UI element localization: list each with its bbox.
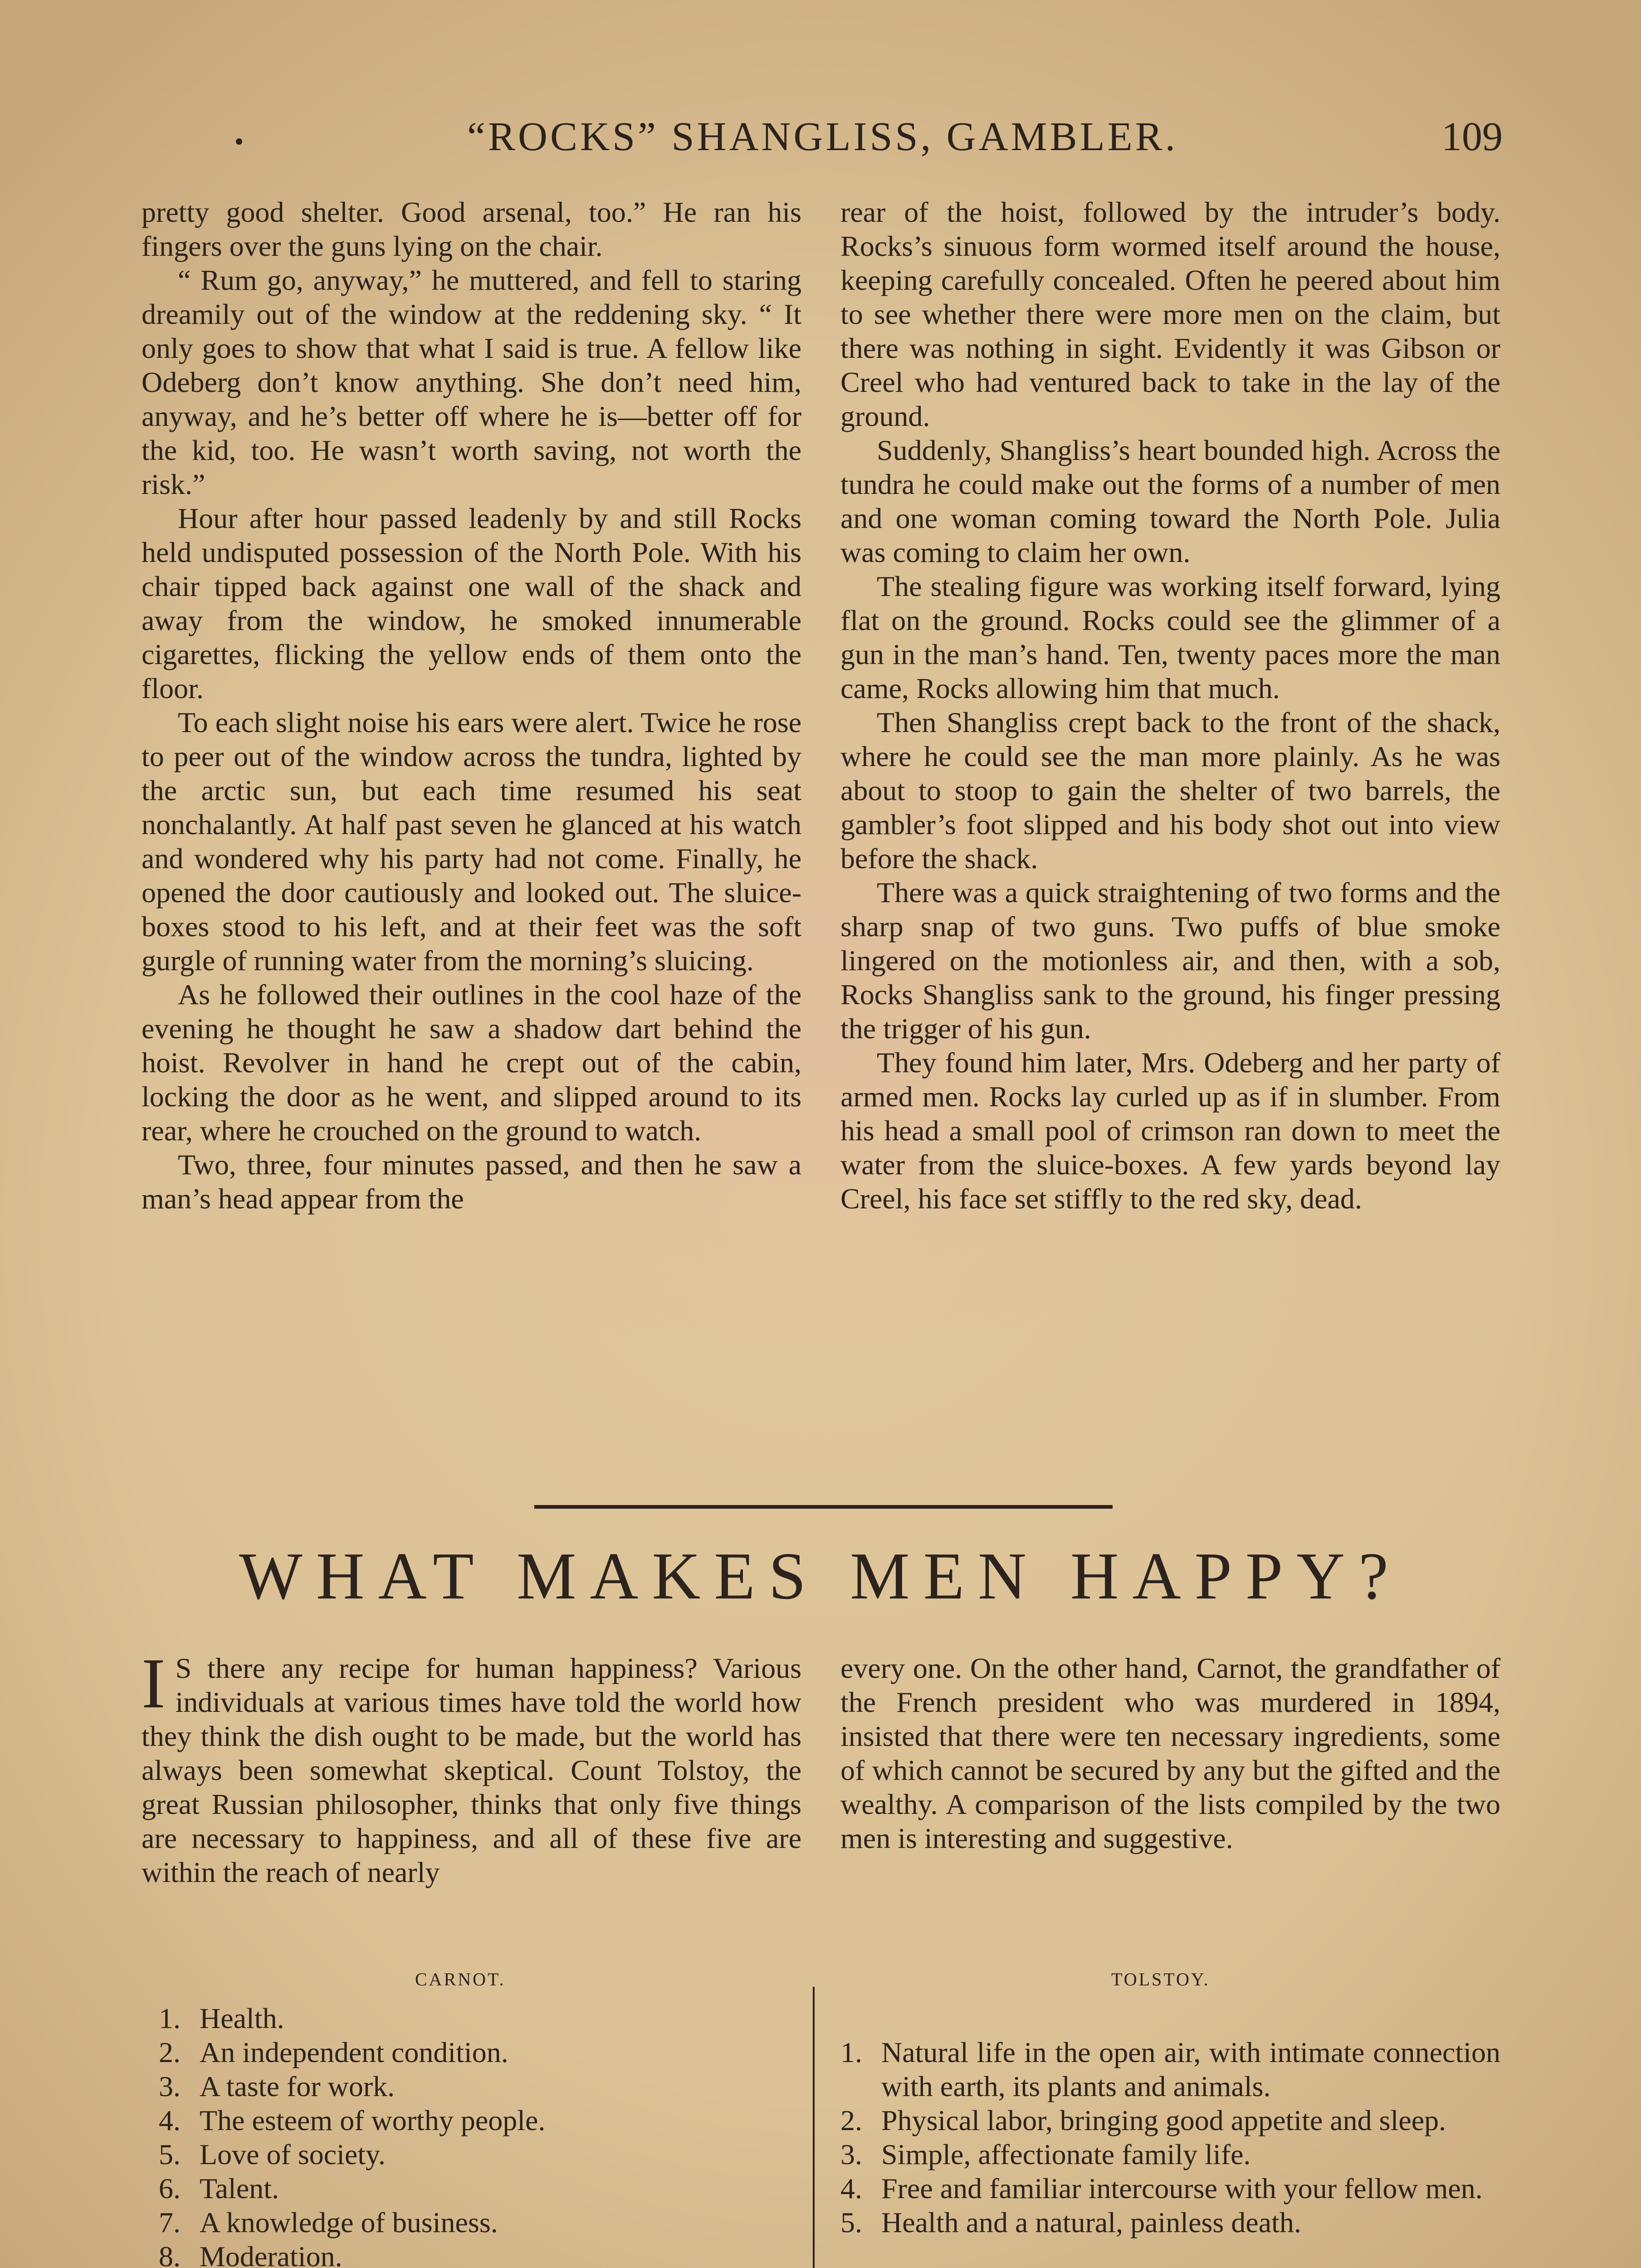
list-number: 4. [159,2104,181,2136]
carnot-list-item [159,2069,807,2103]
list-text: An independent condition. [200,2036,508,2068]
carnot-list [159,2001,807,2268]
header-dot [236,138,242,145]
carnot-list-item [159,2205,807,2239]
story-paragraph: “ Rum go, anyway,” he muttered, and fell to staring dreamily out of the window at the reddening sky. “ It only goes to show that what I said is true. A fellow like Odeberg don’t know anything. She don’t need him, anyway, and he’s better off where he is—better off for the kid, too. He wasn’t worth saving, not worth the risk.” [142,264,801,500]
list-number: 1. [840,2036,862,2068]
carnot-list-item [159,2103,807,2137]
tolstoy-list-item [840,2137,1500,2171]
story-paragraph: Then Shangliss crept back to the front of the shack, where he could see the man more plainly. As he was about to stoop to gain the shelter of two barrels, the gambler’s foot slipped and his body shot out into view before the shack. [840,706,1500,875]
story-paragraph: Hour after hour passed leadenly by and still Rocks held undisputed possession of the North Pole. With his chair tipped back against one wall of the shack and away from the window, he smoked innumerable cigarettes, flicking the yellow ends of them onto the floor. [142,502,801,704]
carnot-list-item [159,2239,807,2268]
carnot-list-item [159,2001,807,2035]
story-paragraph: Two, three, four minutes passed, and then he saw a man’s head appear from the [142,1149,801,1215]
list-number: 6. [159,2172,181,2204]
carnot-list-item [159,2035,807,2069]
list-number: 1. [159,2002,181,2034]
list-number: 8. [159,2240,181,2268]
running-head: “ROCKS” SHANGLISS, GAMBLER. [467,114,1178,159]
article-intro-continued: every one. On the other hand, Carnot, the grandfather of the French president who was murdered in 1894, insisted that there were ten necessary ingredients, some of which cannot be secured by any but the gifted and the wealthy. A comparison of the lists compiled by the two men is interesting and suggestive. [840,1652,1500,1854]
list-number: 5. [159,2138,181,2170]
list-text: Simple, affectionate family life. [881,2138,1251,2170]
article-left-column [142,1644,801,1889]
tolstoy-list-item [840,2035,1500,2103]
list-number: 7. [159,2206,181,2239]
story-paragraph: The stealing figure was working itself forward, lying flat on the ground. Rocks could see the glimmer of a gun in the man’s hand. Ten, twenty paces more the man came, Rocks allowing him that much. [840,570,1500,704]
list-number: 5. [840,2206,862,2239]
list-number: 4. [840,2172,862,2204]
article-intro-text: S there any recipe for human happiness? Various individuals at various times have told the world how they think the dish ought to be made, but the world has always been somewhat skeptical. Count Tolstoy, the great Russian philosopher, thinks that only five things are necessary to happiness, and all of these five are within the reach of nearly [142,1652,801,1888]
tolstoy-heading: TOLSTOY. [1111,1969,1210,1989]
list-number: 3. [840,2138,862,2170]
list-text: Love of society. [200,2138,386,2170]
list-text: The esteem of worthy people. [200,2104,546,2136]
article-intro [142,1644,801,1889]
list-divider [813,1987,815,2268]
list-number: 3. [159,2070,181,2102]
story-paragraph: There was a quick straightening of two forms and the sharp snap of two guns. Two puffs of blue smoke lingered on the motionless air, and then, with a sob, Rocks Shangliss sank to the ground, his finger pressing the trigger of his gun. [840,876,1500,1045]
tolstoy-list-item [840,2103,1500,2137]
list-text: Talent. [200,2172,279,2204]
article-title: WHAT MAKES MEN HAPPY? [239,1539,1402,1613]
list-text: Physical labor, bringing good appetite and sleep. [881,2104,1446,2136]
list-text: A knowledge of business. [200,2206,498,2239]
list-text: Health and a natural, painless death. [881,2206,1301,2239]
carnot-list-item [159,2171,807,2205]
page-number: 109 [1441,114,1503,159]
list-text: Natural life in the open air, with intimate connection with earth, its plants and animals. [881,2036,1500,2102]
story-paragraph: To each slight noise his ears were alert. Twice he rose to peer out of the window across the tundra, lighted by the arctic sun, but each time resumed his seat nonchalantly. At half past seven he glanced at his watch and wondered why his party had not come. Finally, he opened the door cautiously and looked out. The sluice-boxes stood to his left, and at their feet was the soft gurgle of running water from the morning’s sluicing. [142,706,801,977]
list-text: A taste for work. [200,2070,395,2102]
drop-cap: I [142,1644,166,1723]
story-paragraph: They found him later, Mrs. Odeberg and her party of armed men. Rocks lay curled up as if in slumber. From his head a small pool of crimson ran down to meet the water from the sluice-boxes. A few yards beyond lay Creel, his face set stiffly to the red sky, dead. [840,1046,1500,1215]
tolstoy-list [840,2035,1500,2239]
article-right-column [840,1651,1500,1855]
list-text: Free and familiar intercourse with your fellow men. [881,2172,1483,2204]
story-paragraph: As he followed their outlines in the cool haze of the evening he thought he saw a shadow dart behind the hoist. Revolver in hand he crept out of the cabin, locking the door as he went, and slipped around to its rear, where he crouched on the ground to watch. [142,978,801,1147]
story-paragraph: pretty good shelter. Good arsenal, too.” He ran his fingers over the guns lying on the chair. [142,196,801,262]
tolstoy-list-item [840,2205,1500,2239]
tolstoy-list-item [840,2171,1500,2205]
list-text: Moderation. [200,2240,342,2268]
section-divider [534,1505,1113,1509]
story-paragraph: rear of the hoist, followed by the intruder’s body. Rocks’s sinuous form wormed itself around the house, keeping carefully concealed. Often he peered about him to see whether there were more men on the claim, but there was nothing in sight. Evidently it was Gibson or Creel who had ventured back to take in the lay of the ground. [840,196,1500,432]
list-text: Health. [200,2002,284,2034]
carnot-list-item [159,2137,807,2171]
story-right-column [840,195,1500,1216]
carnot-heading: CARNOT. [415,1969,506,1989]
list-number: 2. [840,2104,862,2136]
story-left-column [142,195,801,1216]
list-number: 2. [159,2036,181,2068]
story-paragraph: Suddenly, Shangliss’s heart bounded high. Across the tundra he could make out the forms of a number of men and one woman coming toward the North Pole. Julia was coming to claim her own. [840,434,1500,568]
